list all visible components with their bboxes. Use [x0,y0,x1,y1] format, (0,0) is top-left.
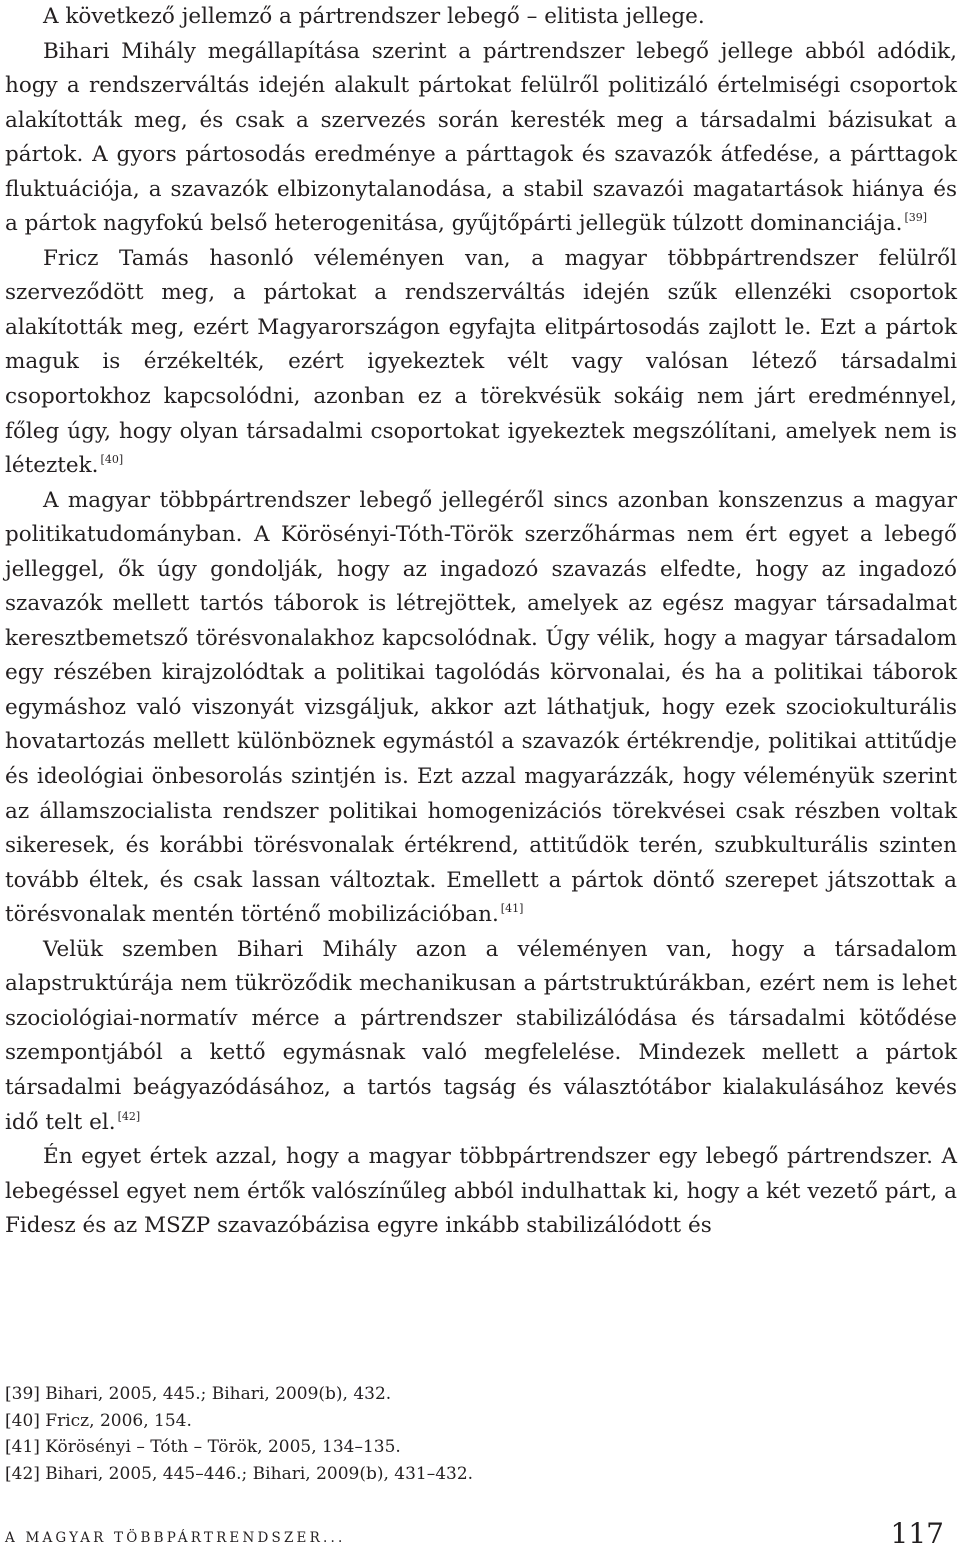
page-number: 117 [890,1517,944,1550]
footnote: [40] Fricz, 2006, 154. [5,1410,192,1431]
paragraph-text: A következő jellemző a pártrendszer lebegő – elitista jellege. [43,4,705,29]
paragraph-text: Bihari Mihály megállapítása szerint a pártrendszer lebegő jellege abból adódik, hogy a rendszerváltás idején alakult pártokat felülről politizáló értelmiségi csoportok alakították meg, és csak a szervezés során keresték meg a társadalmi bázisukat a pártok. A gyors pártosodás eredménye a párttagok és szavazók átfedése, a párttagok fluktuációja, a szavazók elbizonytalanodása, a stabil szavazói magatartások hiánya és a pártok nagyfokú belső heterogenitása, gyűjtőpárti jellegük túlzott dominanciája. [5,38,957,237]
paragraph-text: Én egyet értek azzal, hogy a magyar többpártrendszer egy lebegő pártrendszer. A lebegéssel egyet nem értők valószínűleg abból indulhattak ki, hogy a két vezető párt, a Fidesz és az MSZP szavazóbázisa egyre inkább stabilizálódott és [5,1144,957,1239]
paragraph [5,933,957,1140]
paragraph-text: Velük szemben Bihari Mihály azon a véleményen van, hogy a társadalom alapstruktúrája nem tükröződik mechanikusan a pártstruktúrákban, ezért nem is lehet szociológiai-normatív mérce a pártrendszer stabilizálódása és társadalmi kötődése szempontjából a kettő egymásnak való megfelelése. Mindezek mellett a pártok társadalmi beágyazódásához, a tartós tagság és választótábor kialakulásához kevés idő telt el. [5,936,957,1135]
body-text [5,0,957,1244]
paragraph [5,0,957,35]
footnote: [41] Körösényi – Tóth – Török, 2005, 134–135. [5,1437,401,1457]
paragraph [5,1140,957,1244]
footnote: [39] Bihari, 2005, 445.; Bihari, 2009(b), 432. [5,1384,392,1404]
paragraph-text: Fricz Tamás hasonló véleményen van, a magyar többpártrendszer felülről szerveződött meg, a pártokat a rendszerváltás idején szűk ellenzéki csoportok alakították meg, ezért Magyarországon egyfajta elitpártosodás zajlott le. Ezt a pártok maguk is érzékelték, ezért igyekeztek vélt vagy valósan létező társadalmi csoportokhoz kapcsolódni, azonban ez a törekvésük sokáig nem járt eredménnyel, főleg úgy, hogy olyan társadalmi csoportokat igyekeztek megszólítani, amelyek nem is léteztek. [5,245,957,479]
paragraph [5,484,957,933]
footnote-reference: [41] [500,902,524,916]
footnote-reference: [39] [904,211,928,225]
paragraph-text: A magyar többpártrendszer lebegő jellegéről sincs azonban konszenzus a magyar politikatudományban. A Körösényi-Tóth-Török szerzőhármas nem ért egyet a lebegő jelleggel, ők úgy gondolják, hogy az ingadozó szavazás elfedte, hogy az ingadozó szavazók mellett tartós táborok is létrejöttek, amelyek az egész magyar társadalmat keresztbemetsző törésvonalakhoz kapcsolódnak. Úgy vélik, hogy a magyar társadalom egy részében kirajzolódtak a politikai tagolódás körvonalai, és ha a politikai táborok egymáshoz való viszonyát vizsgáljuk, akkor azt láthatjuk, hogy ezek szociokulturális hovatartozás mellett különböznek egymástól a szavazók értékrendje, politikai attitűdje és ideológiai önbesorolás szintjén is. Ezt azzal magyarázzák, hogy véleményük szerint az államszocialista rendszer politikai homogenizációs törekvései csak részben voltak sikeresek, és korábbi törésvonalak értékrend, attitűdök terén, szubkulturális szinten tovább éltek, és csak lassan változtak. Emellett a pártok döntő szerepet játszottak a törésvonalak mentén történő mobilizációban. [5,487,957,928]
paragraph [5,242,957,484]
paragraph [5,35,957,242]
footnote-reference: [42] [117,1109,141,1123]
footnotes [5,1381,905,1487]
footnote: [42] Bihari, 2005, 445–446.; Bihari, 2009(b), 431–432. [5,1463,474,1484]
running-head: A MAGYAR TÖBBPÁRTRENDSZER... [5,1530,346,1546]
footnote-reference: [40] [100,453,124,467]
